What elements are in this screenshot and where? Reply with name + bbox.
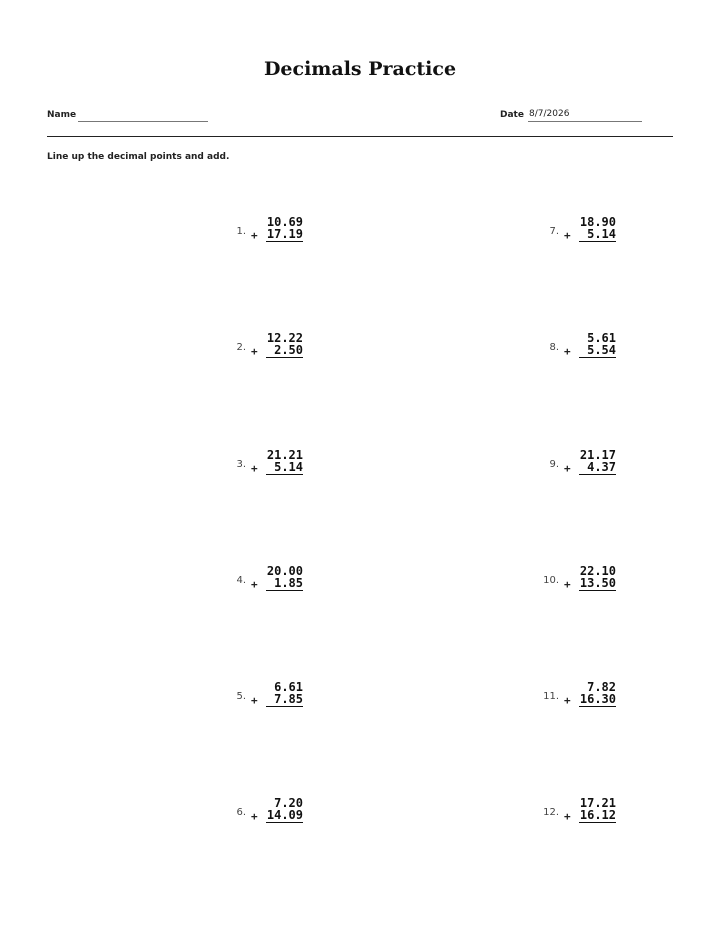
problem-number: 11. xyxy=(543,691,559,702)
date-value: 8/7/2026 xyxy=(529,109,570,119)
addend-top: 22.10 xyxy=(579,564,616,578)
addend-top: 7.82 xyxy=(587,680,616,694)
plus-sign: + xyxy=(251,229,258,242)
addend-bottom: 16.12 xyxy=(579,808,616,822)
problem-8 xyxy=(516,333,616,363)
addend-top: 5.61 xyxy=(587,331,616,345)
problem-number: 2. xyxy=(236,342,246,353)
problem-10 xyxy=(516,566,616,596)
problem-number: 3. xyxy=(236,459,246,470)
addend-top: 7.20 xyxy=(274,796,303,810)
addend-top: 21.17 xyxy=(579,448,616,462)
problem-number: 9. xyxy=(549,459,559,470)
page-title: Decimals Practice xyxy=(263,58,457,80)
addend-bottom: 4.37 xyxy=(579,461,616,475)
date-label: Date xyxy=(500,110,524,120)
addend-bottom: 16.30 xyxy=(579,692,616,706)
problem-9 xyxy=(516,450,616,480)
addend-top: 18.90 xyxy=(579,215,616,229)
plus-sign: + xyxy=(251,578,258,591)
problem-number: 6. xyxy=(236,807,246,818)
problem-5 xyxy=(203,682,303,712)
plus-sign: + xyxy=(564,345,571,358)
plus-sign: + xyxy=(251,810,258,823)
problem-6 xyxy=(203,798,303,828)
problem-11 xyxy=(516,682,616,712)
addend-top: 20.00 xyxy=(266,564,303,578)
problem-number: 8. xyxy=(549,342,559,353)
plus-sign: + xyxy=(564,578,571,591)
addend-top: 21.21 xyxy=(266,448,303,462)
addend-top: 12.22 xyxy=(266,331,303,345)
addend-top: 10.69 xyxy=(266,215,303,229)
plus-sign: + xyxy=(564,810,571,823)
plus-sign: + xyxy=(564,229,571,242)
plus-sign: + xyxy=(251,345,258,358)
addend-bottom: 14.09 xyxy=(266,808,303,822)
addend-bottom: 5.14 xyxy=(579,228,616,242)
addend-bottom: 7.85 xyxy=(266,693,303,707)
problem-3 xyxy=(203,450,303,480)
problem-number: 10. xyxy=(543,575,559,586)
name-line[interactable] xyxy=(78,121,208,122)
problem-2 xyxy=(203,333,303,363)
addend-bottom: 17.19 xyxy=(266,227,303,241)
problem-number: 7. xyxy=(549,226,559,237)
plus-sign: + xyxy=(251,462,258,475)
problem-number: 4. xyxy=(236,575,246,586)
problem-number: 12. xyxy=(543,807,559,818)
addend-bottom: 13.50 xyxy=(579,576,616,590)
addend-bottom: 1.85 xyxy=(266,577,303,591)
plus-sign: + xyxy=(564,462,571,475)
header-divider xyxy=(47,136,673,137)
problem-number: 5. xyxy=(236,691,246,702)
addend-bottom: 5.14 xyxy=(266,461,303,475)
addend-top: 17.21 xyxy=(579,796,616,810)
instructions: Line up the decimal points and add. xyxy=(47,152,230,162)
problem-4 xyxy=(203,566,303,596)
plus-sign: + xyxy=(564,694,571,707)
addend-top: 6.61 xyxy=(274,680,303,694)
problem-number: 1. xyxy=(236,226,246,237)
problem-1 xyxy=(203,217,303,247)
plus-sign: + xyxy=(251,694,258,707)
name-label: Name xyxy=(47,110,77,120)
problem-12 xyxy=(516,798,616,828)
addend-bottom: 5.54 xyxy=(579,344,616,358)
date-line[interactable] xyxy=(528,121,642,122)
addend-bottom: 2.50 xyxy=(266,344,303,358)
problem-7 xyxy=(516,217,616,247)
